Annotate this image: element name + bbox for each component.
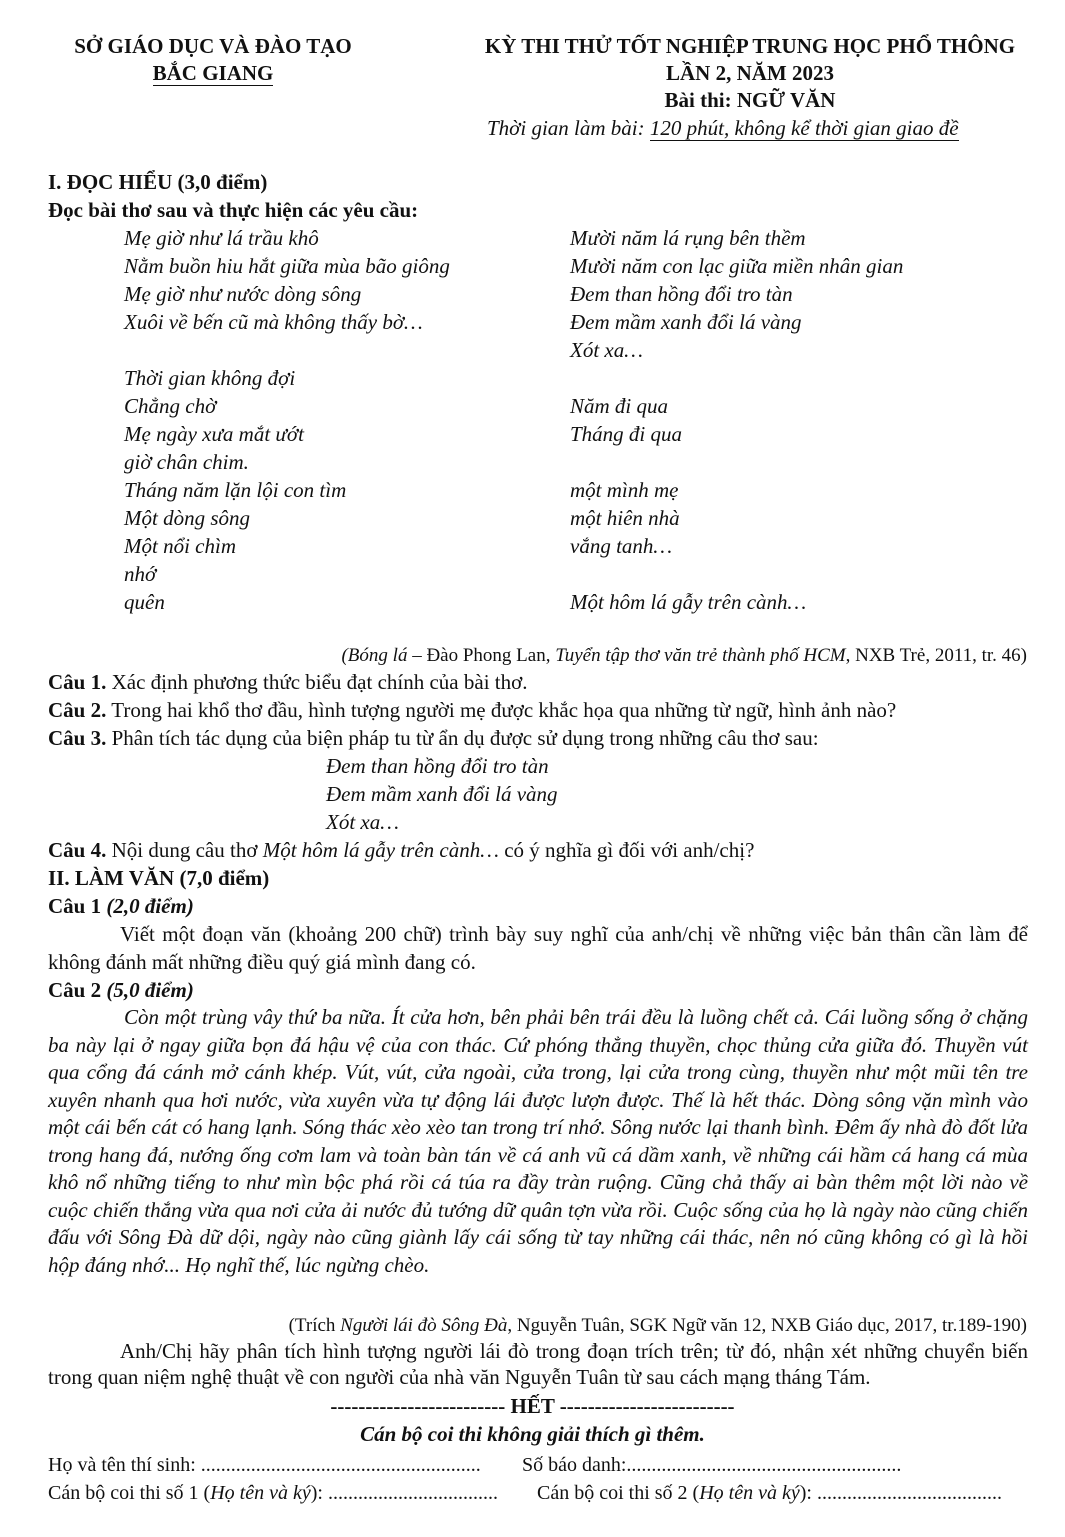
poem-line: Xót xa… [570,338,643,362]
exam-subject: Bài thi: NGỮ VĂN [664,88,836,112]
poem-line: Thời gian không đợi [124,366,296,390]
poem-line: giờ chân chim. [124,450,249,474]
poem-left-column [124,224,450,616]
poem-line: Năm đi qua [570,394,669,418]
department-name: SỞ GIÁO DỤC VÀ ĐÀO TẠO [74,34,352,58]
proctor-note: Cán bộ coi thi không giải thích gì thêm. [360,1422,705,1446]
poem-line: Mẹ ngày xưa mắt ướt [124,422,304,446]
poem-line: một hiên nhà [570,506,680,530]
poem-line: một mình mẹ [570,478,679,502]
excerpt-paragraph: Còn một trùng vây thứ ba nữa. Ít cửa hơn, bên phải bên trái đều là luồng chết cả. Cái luồng sống ở chặng ba này lại ở ngay giữa bọn đá hậu vệ của con thác. Cứ phóng thẳng thuyền, chọc thủng cửa giữa đó. Thuyền vút qua cổng đá cánh mở cánh khép. Vút, vút, cửa ngoài, cửa trong, lại cửa trong cùng, thuyền như một mũi tên tre xuyên nhanh qua hơi nước, vừa xuyên vừa tự động lái được lượn được. Thế là hết thác. Dòng sông vặn mình vào một cái bến cát có hang lạnh. Sóng thác xèo xèo tan trong trí nhớ. Sông nước lại thanh bình. Đêm ấy nhà đò đốt lửa trong hang đá, nướng ống cơm lam và toàn bàn tán về cá anh vũ cá dầm xanh, về những cái hầm cá hang cá mùa khô nổ những tiếng to như mìn bộc phá rồi cá túa ra đầy tràn ruộng. Cũng chả thấy ai bàn thêm một lời nào về cuộc chiến thắng vừa qua nơi cửa ải nước đủ tướng dữ quân tợn vừa rồi. Cuộc sống của họ là ngày nào cũng chiến đấu với Sông Đà dữ dội, ngày nào cũng giành lấy cái sống từ tay những cái thác, nên nó cũng không có gì là hồi hộp đáng nhớ... Họ nghĩ thế, lúc ngừng chèo. [48,1005,1028,1277]
poem-line: quên [124,590,165,614]
poem-line: Tháng năm lặn lội con tìm [124,478,347,502]
end-mark: ------------------------- HẾT ------------------------- [330,1394,735,1418]
essay-2-heading: Câu 2 (5,0 điểm) [48,978,194,1002]
question-1: Câu 1. Xác định phương thức biểu đạt chính của bài thơ. [48,670,528,694]
poem-line: Nằm buồn hiu hắt giữa mùa bão giông [124,254,450,278]
poem-line: Đem than hồng đổi tro tàn [570,282,793,306]
poem-line: Xuôi về bến cũ mà không thấy bờ… [124,310,423,334]
poem-line: Mẹ giờ như lá trầu khô [124,226,319,250]
question-3-quote [326,752,558,836]
poem-line: Mười năm lá rụng bên thềm [570,226,806,250]
poem-line: Chẳng chờ [124,394,217,418]
poem-line: nhớ [124,562,157,586]
exam-title: KỲ THI THỬ TỐT NGHIỆP TRUNG HỌC PHỔ THÔNG [484,34,1016,58]
poem-line: Một hôm lá gẫy trên cành… [570,590,807,614]
exam-round: LẦN 2, NĂM 2023 [666,61,834,85]
poem-line: Mười năm con lạc giữa miền nhân gian [570,254,904,278]
candidate-name-field: Họ và tên thí sinh: ........................................................ [48,1454,481,1476]
proctor-1-field: Cán bộ coi thi số 1 (Họ tên và ký): .................................. [48,1482,498,1504]
poem-right-column [570,224,903,616]
time-limit: Thời gian làm bài: 120 phút, không kể thời gian giao đề [487,116,959,140]
province-name: BẮC GIANG [152,61,274,85]
essay-1-prompt: Viết một đoạn văn (khoảng 200 chữ) trình bày suy nghĩ của anh/chị về những việc bản thân cần làm để không đánh mất những điều quý giá mình đang có. [48,922,1028,974]
question-3: Câu 3. Phân tích tác dụng của biện pháp tu từ ẩn dụ được sử dụng trong những câu thơ sau: [48,726,819,750]
poem-line: Đem mầm xanh đổi lá vàng [570,310,802,334]
poem-source: (Bóng lá – Đào Phong Lan, Tuyển tập thơ văn trẻ thành phố HCM, NXB Trẻ, 2011, tr. 46) [341,645,1027,666]
part1-title: I. ĐỌC HIỂU (3,0 điểm) [48,170,268,194]
essay-1-heading: Câu 1 (2,0 điểm) [48,894,194,918]
candidate-number-field: Số báo danh:....................................................... [522,1454,902,1476]
essay-2-task: Anh/Chị hãy phân tích hình tượng người lái đò trong đoạn trích trên; từ đó, nhận xét những chuyển biến trong quan niệm nghệ thuật về con người của nhà văn Nguyễn Tuân từ sau cách mạng tháng Tám. [48,1339,1028,1389]
quote-line: Xót xa… [326,810,399,834]
proctor-2-field: Cán bộ coi thi số 2 (Họ tên và ký): ..................................... [537,1482,1002,1504]
poem-line: Mẹ giờ như nước dòng sông [124,282,362,306]
part1-instruction: Đọc bài thơ sau và thực hiện các yêu cầu: [48,198,419,222]
part2-title: II. LÀM VĂN (7,0 điểm) [48,866,270,890]
question-4: Câu 4. Nội dung câu thơ Một hôm lá gẫy trên cành… có ý nghĩa gì đối với anh/chị? [48,838,755,862]
poem-line: Tháng đi qua [570,422,683,446]
quote-line: Đem than hồng đổi tro tàn [326,754,549,778]
poem-line: Một dòng sông [124,506,250,530]
quote-line: Đem mầm xanh đổi lá vàng [326,782,558,806]
poem-line: vắng tanh… [570,534,673,558]
poem-line: Một nổi chìm [124,534,236,558]
question-2: Câu 2. Trong hai khổ thơ đầu, hình tượng người mẹ được khắc họa qua những từ ngữ, hình ảnh nào? [48,698,897,722]
excerpt-source: (Trích Người lái đò Sông Đà, Nguyễn Tuân, SGK Ngữ văn 12, NXB Giáo dục, 2017, tr.189-190) [288,1315,1027,1336]
